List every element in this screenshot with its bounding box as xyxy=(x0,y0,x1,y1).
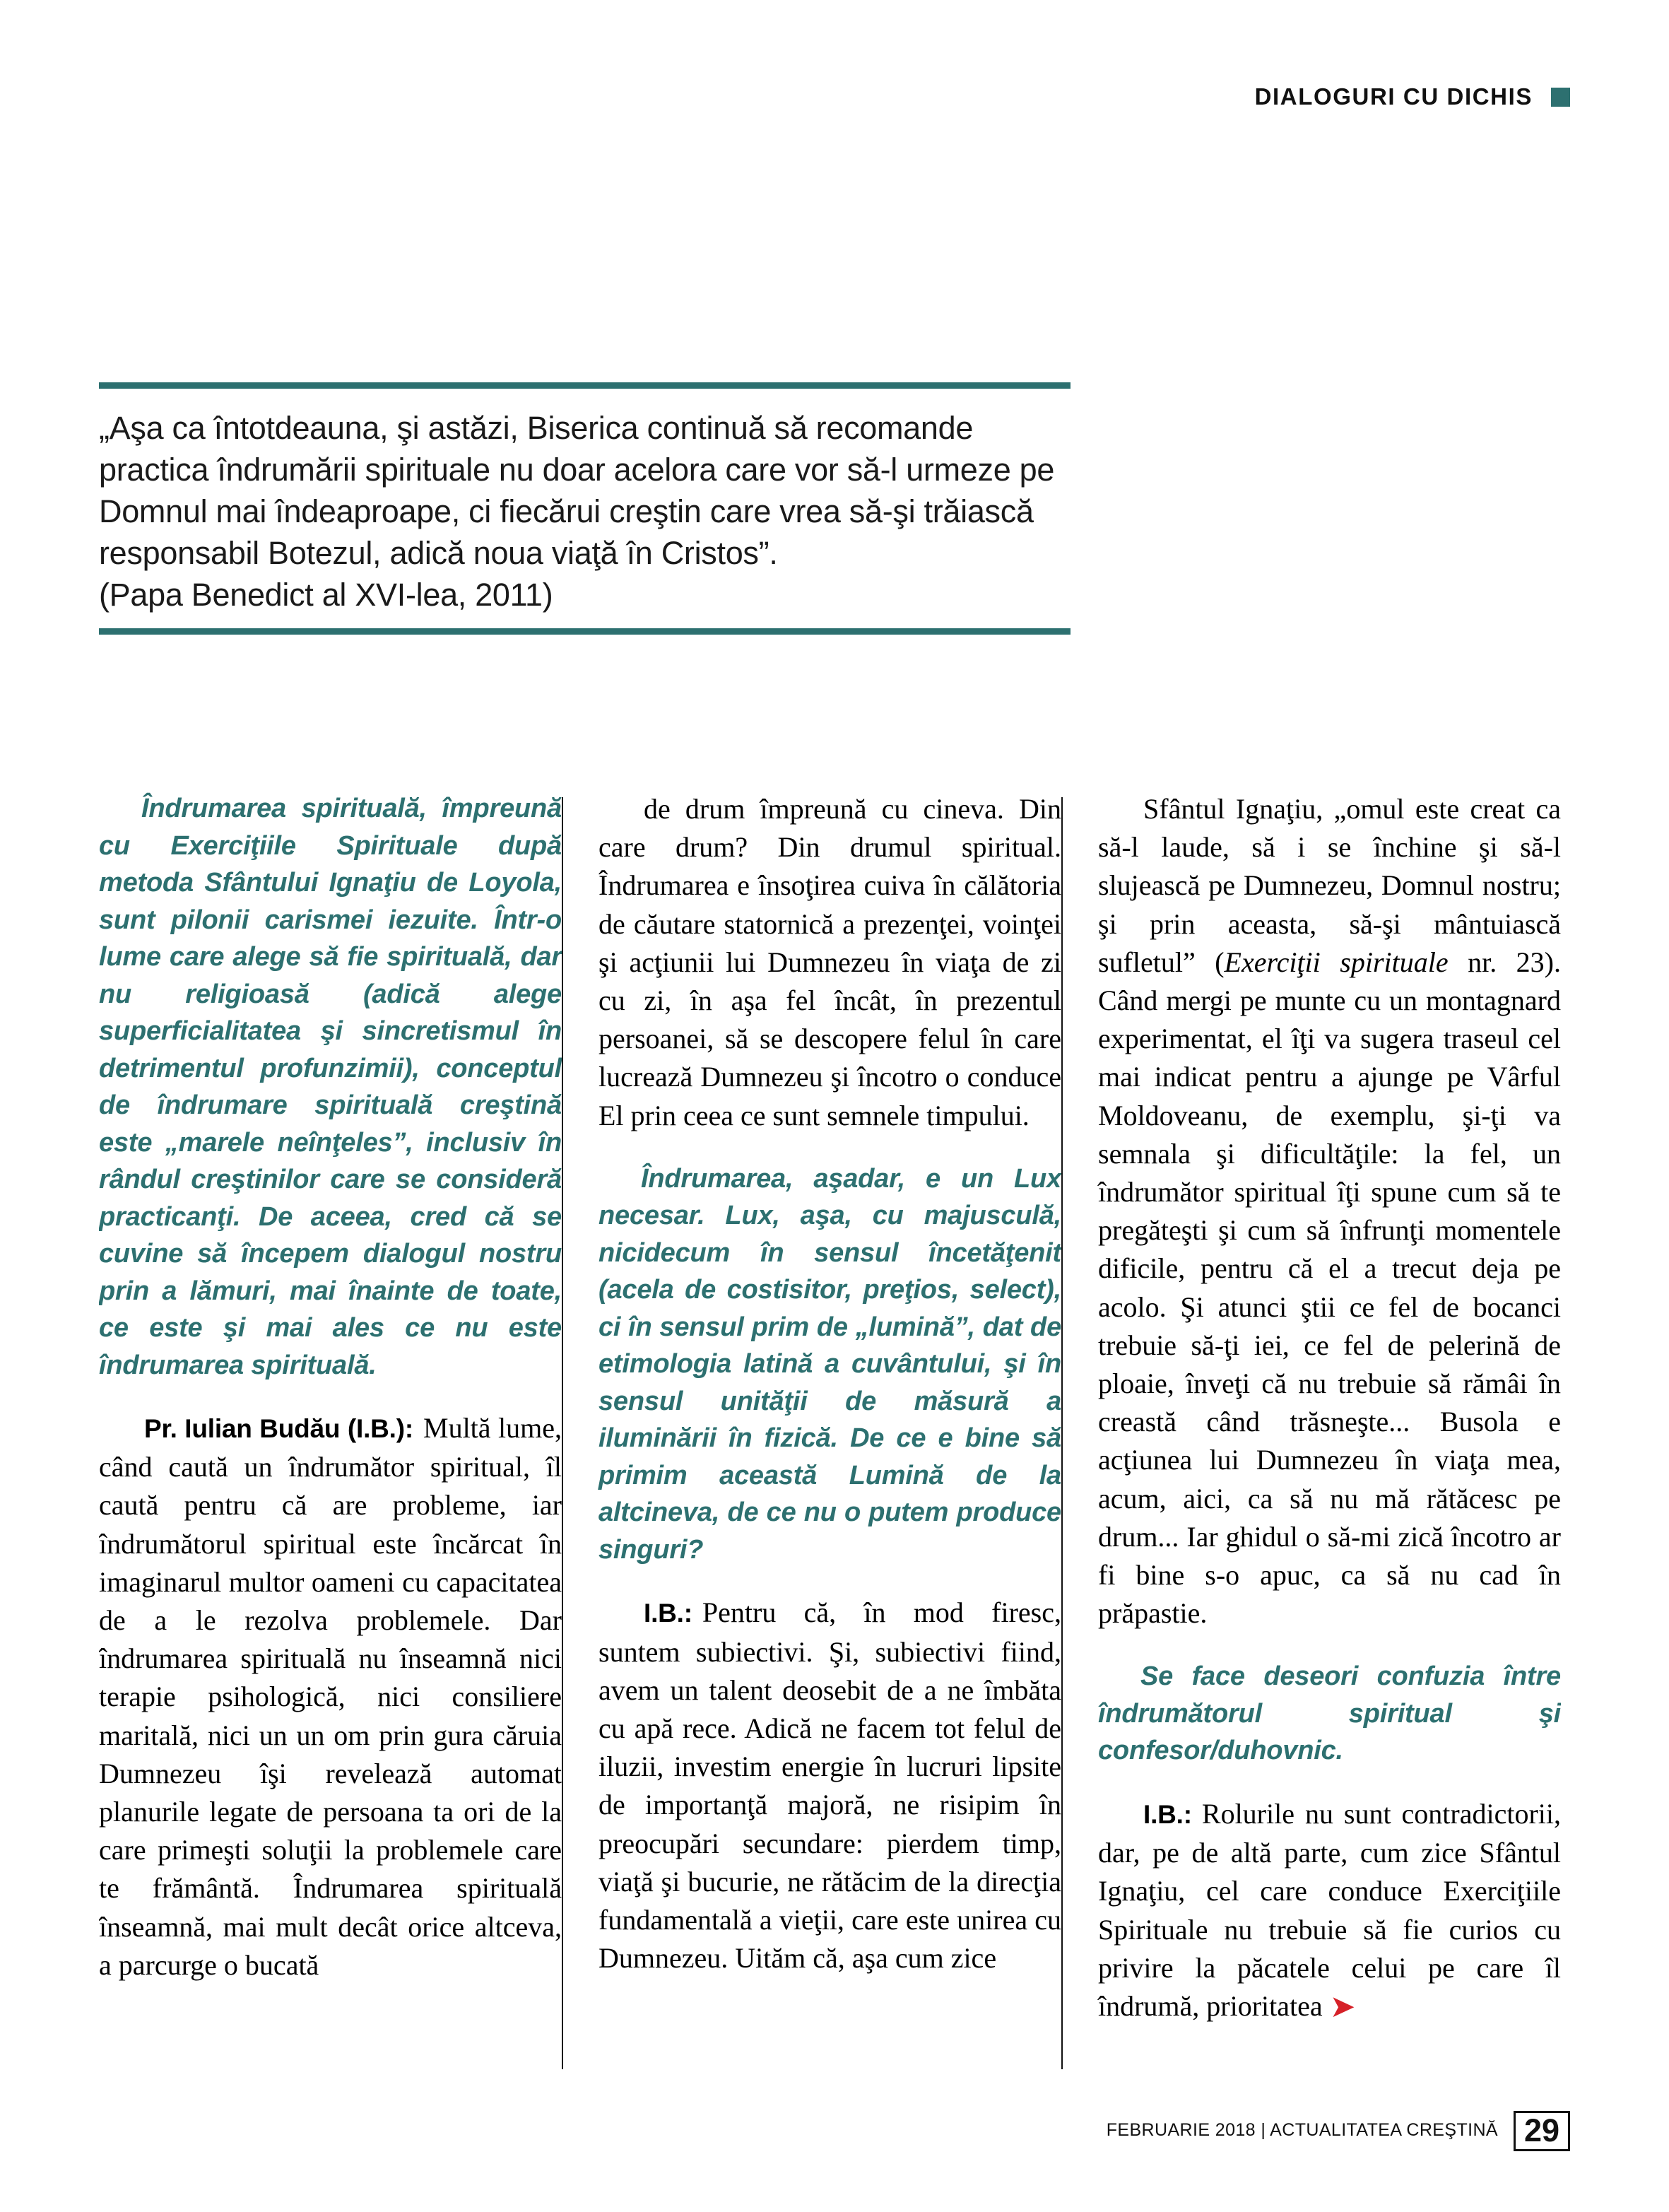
paragraph-left-answer xyxy=(99,1409,562,1984)
intro-question-left: Îndrumarea spirituală, împreună cu Exerciţiile Spirituale după metoda Sfântului Ignaţiu de Loyola, sunt pilonii carismei iezuite. Într-o lume care alege să fie spirituală, dar nu religioasă (adică alege superficialitatea şi sincretismul în detrimentul profunzimii), conceptul de îndrumare spirituală creştină este „marele neînţeles”, inclusiv în rândul creştinilor care se consideră practicanţi. De aceea, cred că se cuvine să începem dialogul nostru prin a lămuri, mai înainte de toate, ce este şi mai ales ce nu este îndrumarea spirituală. xyxy=(99,794,562,1380)
speaker-label-middle: I.B.: xyxy=(644,1599,692,1628)
continuation-arrow-icon: ➤ xyxy=(1329,1989,1356,2024)
column-rule-1 xyxy=(562,797,563,2069)
cited-work-title: Exerciţii spirituale xyxy=(1224,946,1449,978)
page-number: 29 xyxy=(1523,2112,1560,2148)
speaker-label-left: Pr. Iulian Budău (I.B.): xyxy=(144,1414,413,1443)
paragraph-middle-continuation: de drum împreună cu cineva. Din care drum? Din drumul spiritual. Îndrumarea e însoţirea cuiva în călătoria de căutare statornică a prezenţei, voinţei şi acţiunii lui Dumnezeu în viaţa de zi cu zi, în aşa fel încât, în prezentul persoanei, să se descopere felul în care lucrează Dumnezeu şi încotro o conduce El prin ceea ce sunt semnele timpului. xyxy=(598,793,1061,1131)
footer-issue-label: FEBRUARIE 2018 | ACTUALITATEA CREŞTINĂ xyxy=(1106,2120,1498,2140)
paragraph-right-continuation-b: nr. 23). Când mergi pe munte cu un montagnard experimentat, el îţi va sugera traseul cel mai indicat pentru a ajunge pe Vârful Moldoveanu, de exemplu, şi-ţi va semnala şi dificultăţile: la fel, un îndrumător spiritual îţi spune cum să te pregăteşti şi cum să înfrunţi momentele dificile, pentru că el a trecut deja pe acolo. Şi atunci ştii ce fel de bocanci trebuie să-ţi iei, ce fel de pelerină de ploaie, înveţi că nu trebuie să rămâi în creastă când trăsneşte... Busola e acţiunea lui Dumnezeu în viaţa mea, acum, aici, ca să nu mă rătăcesc pe drum... Iar ghidul o să-mi zică încotro ar fi bine s-o apuc, ca să nu cad în prăpastie. xyxy=(1098,946,1561,1630)
paragraph-right-continuation xyxy=(1098,790,1561,1632)
question-middle: Îndrumarea, aşadar, e un Lux necesar. Lux, aşa, cu majusculă, nicidecum în sensul încetăţenit (acela de costisitor, preţios, select), ci în sensul prim de „lumină”, dat de etimologia latină a cuvântului, şi în sensul unităţii de măsură a iluminării în fizică. De ce e bine să primim această Lumină de la altcineva, de ce nu o putem produce singuri? xyxy=(598,1163,1061,1565)
running-head xyxy=(1255,83,1570,110)
column-left xyxy=(99,790,562,2069)
column-middle xyxy=(562,790,1061,2069)
pull-quote-attribution: (Papa Benedict al XVI-lea, 2011) xyxy=(99,577,553,613)
question-right: Se face deseori confuzia între îndrumătorul spiritual şi confesor/duhovnic. xyxy=(1098,1661,1561,1766)
pull-quote-text xyxy=(99,407,1071,616)
paragraph-middle-answer xyxy=(598,1594,1061,1977)
running-head-label: DIALOGURI CU DICHIS xyxy=(1254,83,1533,110)
paragraph-right-answer xyxy=(1098,1795,1561,2025)
page-footer xyxy=(1107,2111,1570,2151)
pull-quote-box xyxy=(99,382,1071,635)
speaker-label-right: I.B.: xyxy=(1143,1799,1192,1829)
pull-quote-body: „Aşa ca întotdeauna, şi astăzi, Biserica continuă să recomande practica îndrumării spirituale nu doar acelora care vor să-l urmeze pe Domnul mai îndeaproape, ci fiecărui creştin care vrea să-şi trăiască responsabil Botezul, adică noua viaţă în Cristos”. xyxy=(99,410,1055,571)
column-right xyxy=(1061,790,1561,2069)
article-body xyxy=(99,790,1569,2069)
column-rule-2 xyxy=(1061,797,1063,2069)
paragraph-right-answer-text: Rolurile nu sunt contradictorii, dar, pe de altă parte, cum zice Sfântul Ignaţiu, cel care conduce Exerciţiile Spirituale nu trebuie să fie curios cu privire la păcatele celui pe care îl îndrumă, prioritatea xyxy=(1098,1797,1561,2022)
paragraph-left-answer-text: Multă lume, când caută un îndrumător spiritual, îl caută pentru că are probleme, iar îndrumătorul spiritual este încărcat în imaginarul multor oameni cu capacitatea de a le rezolva problemele. Dar îndrumarea spirituală nu înseamnă nici terapie psihologică, nici consiliere maritală, nici un un om prin gura căruia Dumnezeu îşi revelează automat planurile legate de persoana ta ori de la care primeşti soluţii la problemele care te frământă. Îndrumarea spirituală înseamnă, mai mult decât orice altceva, a parcurge o bucată xyxy=(99,1412,562,1981)
paragraph-right-continuation-a: Sfântul Ignaţiu, „omul este creat ca să-l laude, să i se închine şi să-l slujească pe Dumnezeu, Domnul nostru; şi prin aceasta, să-şi mântuiască sufletul” ( xyxy=(1098,793,1561,978)
page-number-box xyxy=(1514,2111,1570,2151)
paragraph-middle-answer-text: Pentru că, în mod firesc, suntem subiectivi. Şi, subiectivi fiind, avem un talent deosebit de a ne îmbăta cu apă rece. Adică ne facem tot felul de iluzii, investim energie în lucruri lipsite de importanţă majoră, ne risipim în preocupări secundare: pierdem timp, viaţă şi bucurie, ne rătăcim de la direcţia fundamentală a vieţii, care este unirea cu Dumnezeu. Uităm că, aşa cum zice xyxy=(598,1596,1061,1975)
square-marker-icon xyxy=(1551,88,1570,107)
